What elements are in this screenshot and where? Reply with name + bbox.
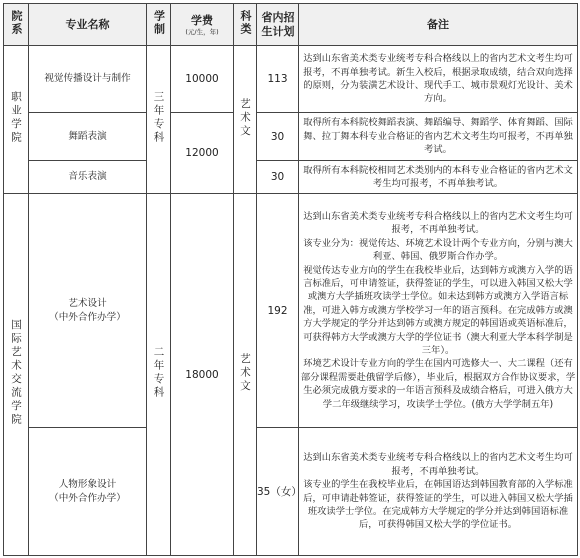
college-cell-international: 国际艺术交流学院 bbox=[4, 194, 29, 556]
table-row bbox=[4, 428, 578, 556]
quota-cell: 35（女） bbox=[257, 428, 299, 556]
major-name bbox=[29, 194, 147, 428]
major-name bbox=[29, 428, 147, 556]
notes-cell: 取得所有本科院校相同艺术类别内的本科专业合格证的省内艺术文考生均可报考，不再单独考试。 bbox=[299, 161, 578, 194]
tuition-cell: 10000 bbox=[171, 46, 234, 113]
table-row bbox=[4, 161, 578, 194]
header-tuition-unit: (元/生，年) bbox=[185, 27, 219, 36]
header-notes: 备注 bbox=[299, 4, 578, 46]
header-duration: 学制 bbox=[147, 4, 171, 46]
duration-cell: 二年专科 bbox=[147, 194, 171, 556]
category-cell: 艺术文 bbox=[234, 46, 257, 194]
admission-plan-table bbox=[3, 3, 578, 556]
college-cell-vocational: 职业学院 bbox=[4, 46, 29, 194]
table-header-row bbox=[4, 4, 578, 46]
table-row bbox=[4, 113, 578, 161]
major-name-note: （中外合作办学） bbox=[49, 492, 126, 504]
notes-cell: 达到山东省美术类专业统考专科合格线以上的省内艺术文考生均可报考，不再单独考试。新生入校后，根据录取成绩，结合双向选择的原则，分为装潢艺术设计、现代手工、城市景观灯光设计、美术方向。 bbox=[299, 46, 578, 113]
major-name-text: 艺术设计 bbox=[68, 297, 107, 309]
tuition-cell: 18000 bbox=[171, 194, 234, 556]
header-tuition-label: 学费 bbox=[191, 13, 213, 27]
notes-cell: 取得所有本科院校舞蹈表演、舞蹈编导、舞蹈学、体育舞蹈、国际舞、拉丁舞本科专业合格证的省内艺术文考生均可报考，不再单独考试。 bbox=[299, 113, 578, 161]
header-tuition bbox=[171, 4, 234, 46]
notes-cell: 达到山东省美术类专业统考专科合格线以上的省内艺术文考生均可报考，不再单独考试。 该专业的学生在我校毕业后，在韩国语达到韩国教育部的入学标准后，可申请赴韩签证，获得签证的学生，可以进入韩国又松大学插班攻读学士学位。在完成韩方大学规定的学分并达到韩国语标准后，可获得韩国又松大学的学位证书。 bbox=[299, 428, 578, 556]
header-category: 科类 bbox=[234, 4, 257, 46]
tuition-cell: 12000 bbox=[171, 113, 234, 194]
quota-cell: 192 bbox=[257, 194, 299, 428]
major-name-note: （中外合作办学） bbox=[49, 311, 126, 323]
table-row bbox=[4, 194, 578, 428]
quota-cell: 113 bbox=[257, 46, 299, 113]
header-major: 专业名称 bbox=[29, 4, 147, 46]
table-row bbox=[4, 46, 578, 113]
major-name: 舞蹈表演 bbox=[29, 113, 147, 161]
header-college: 院系 bbox=[4, 4, 29, 46]
major-name: 视觉传播设计与制作 bbox=[29, 46, 147, 113]
header-quota: 省内招生计划 bbox=[257, 4, 299, 46]
duration-cell: 三年专科 bbox=[147, 46, 171, 194]
notes-cell: 达到山东省美术类专业统考专科合格线以上的省内艺术文考生均可报考，不再单独考试。 该专业分为：视觉传达、环境艺术设计两个专业方向，分别与澳大利亚、韩国、俄罗斯合作办学。 视觉传达专业方向的学生在我校毕业后，达到韩方或澳方入学的语言标准后，可申请签证，获得签证的学生，可以进入韩国又松大学或澳方大学插班攻读学士学位。如未达到韩方或澳方入学语言标准，可进入韩方或澳方学校学习一年的语言预科。在完成韩方或澳方大学规定的学分并达到韩方或澳方规定的韩国语或英语标准后，可获得韩方大学或澳方大学的学位证书（澳大利亚大学本科学制是三年）。 环境艺术设计专业方向的学生在国内可选修大一、大二课程（还有部分课程需要赴俄留学后修），毕业后，根据双方合作协议要求，学生必须完成俄方要求的一年语言预科及成绩合格后，可进入俄方大学二年级继续学习，攻读学士学位。(俄方大学学制五年) bbox=[299, 194, 578, 428]
category-cell: 艺术文 bbox=[234, 194, 257, 556]
major-name-text: 人物形象设计 bbox=[58, 478, 117, 490]
quota-cell: 30 bbox=[257, 161, 299, 194]
quota-cell: 30 bbox=[257, 113, 299, 161]
major-name: 音乐表演 bbox=[29, 161, 147, 194]
